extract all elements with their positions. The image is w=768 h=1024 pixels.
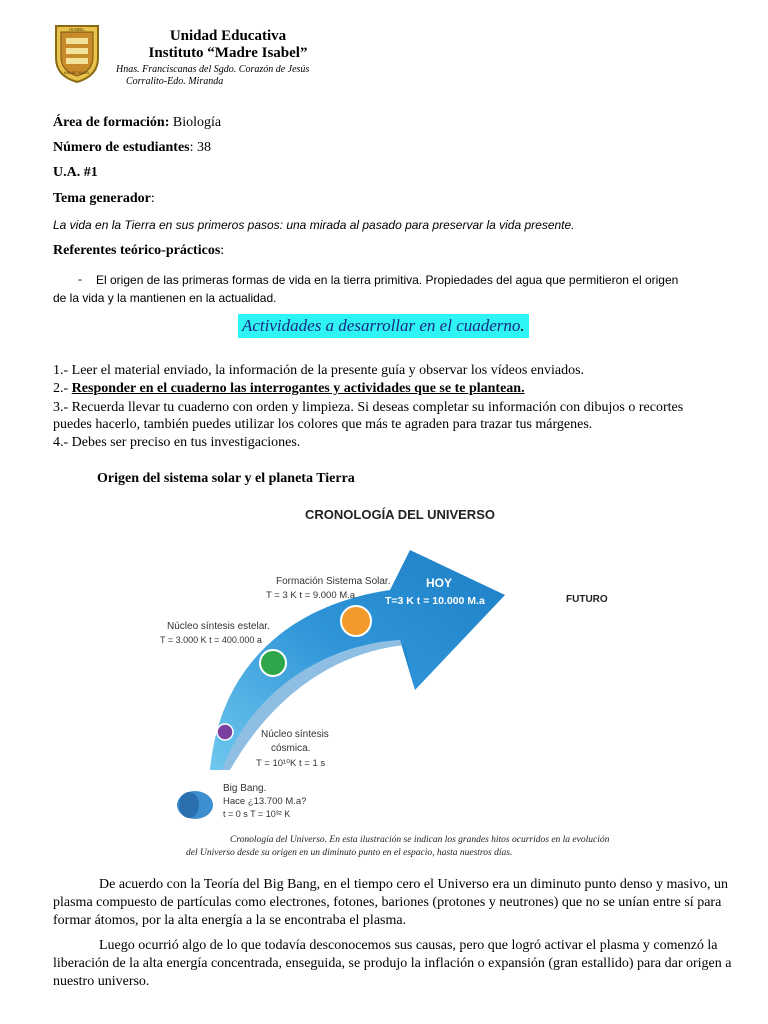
referentes-colon: : — [220, 243, 225, 258]
hoy-label: HOY — [426, 576, 453, 590]
nucleo-cosmica-label-2: cósmica. — [271, 743, 311, 754]
activity-1: 1.- Leer el material enviado, la información de la presente guía y observar los vídeos enviados. — [53, 363, 585, 378]
nucleo-estelar-values: T = 3.000 K t = 400.000 a — [160, 635, 262, 645]
stellar-synthesis-dot — [260, 650, 286, 676]
figure-caption-1: Cronología del Universo. En esta ilustración se indican los grandes hitos ocurridos en la evolución — [230, 835, 610, 845]
universe-timeline-figure — [160, 495, 660, 865]
students-value: : 38 — [189, 140, 212, 155]
activity-3-line-2: puedes hacerlo, también puedes utilizar los colores que más te agraden para trazar tus márgenes. — [53, 417, 593, 432]
paragraph-2-line-3: nuestro universo. — [53, 974, 150, 989]
students-field — [53, 139, 211, 156]
area-field — [53, 114, 221, 131]
referentes-line-1: El origen de las primeras formas de vida en la tierra primitiva. Propiedades del agua que permitieron el origen — [96, 273, 679, 287]
activity-2 — [53, 380, 525, 397]
activity-2-text: Responder en el cuaderno las interrogantes y actividades que se te plantean. — [71, 381, 525, 396]
futuro-label: FUTURO — [566, 594, 608, 605]
hoy-values: T=3 K t = 10.000 M.a — [385, 595, 485, 607]
logo-top-text: ISABEL — [69, 27, 85, 32]
paragraph-2-line-2: liberación de la alta energía concentrada, enseguida, se produjo la inflación o expansión (gran estallido) para dar origen a — [53, 956, 732, 971]
activity-3-line-1: 3.- Recuerda llevar tu cuaderno con orden y limpieza. Si deseas completar su información con dibujos o recortes — [53, 400, 684, 415]
nucleo-estelar-label: Núcleo síntesis estelar. — [167, 621, 270, 632]
formacion-values: T = 3 K t = 9.000 M.a — [266, 590, 356, 601]
figure-caption-2: del Universo desde su origen en un diminuto punto en el espacio, hasta nuestros días. — [186, 848, 513, 858]
paragraph-1-line-2: plasma compuesto de partículas como electrones, fotones, bariones (protones y neutrones) que no se unían entre sí para — [53, 895, 722, 910]
congregation-line: Hnas. Franciscanas del Sgdo. Corazón de Jesús — [116, 64, 310, 75]
activities-title-dot: . — [520, 316, 525, 335]
cosmic-synthesis-dot — [217, 724, 233, 740]
tema-text: La vida en la Tierra en sus primeros pasos: una mirada al pasado para preservar la vida presente. — [53, 218, 575, 232]
school-line-1: Unidad Educativa — [169, 28, 287, 44]
paragraph-1-line-1: De acuerdo con la Teoría del Big Bang, en el tiempo cero el Universo era un diminuto punto denso y masivo, un — [99, 877, 728, 892]
area-value: Biología — [169, 115, 222, 130]
ua-field — [53, 164, 98, 181]
ua-label: U.A. #1 — [53, 165, 98, 180]
logo-bottom-text: MADRE ISABEL — [63, 71, 91, 75]
school-line-2: Instituto “Madre Isabel” — [148, 45, 308, 61]
section-title: Origen del sistema solar y el planeta Tierra — [97, 471, 355, 486]
bigbang-label-2: Hace ¿13.700 M.a? — [223, 796, 307, 807]
school-name-block — [120, 28, 336, 62]
nucleo-cosmica-values: T = 10¹⁰K t = 1 s — [256, 758, 326, 769]
referentes-line-2: de la vida y la mantienen en la actualidad. — [53, 291, 277, 305]
figure-title: CRONOLOGÍA DEL UNIVERSO — [305, 507, 495, 522]
referentes-label: Referentes teórico-prácticos — [53, 243, 221, 258]
tema-field — [53, 190, 155, 207]
school-crest-logo — [52, 22, 102, 84]
tema-colon: : — [150, 191, 155, 206]
solar-system-dot — [341, 606, 371, 636]
referentes-field — [53, 242, 224, 259]
students-label: Número de estudiantes — [53, 140, 190, 155]
activities-title: Actividades a desarrollar en el cuaderno — [242, 316, 521, 335]
referentes-bullet: - — [78, 272, 82, 286]
activities-heading — [238, 314, 529, 338]
nucleo-cosmica-label-1: Núcleo síntesis — [261, 729, 329, 740]
bigbang-label-1: Big Bang. — [223, 783, 267, 794]
location-line: Corralito-Edo. Miranda — [126, 76, 224, 87]
paragraph-1-line-3: formar átomos, por la alta energía a la se encontraba el plasma. — [53, 913, 407, 928]
tema-label: Tema generador — [53, 191, 151, 206]
formacion-label: Formación Sistema Solar. — [276, 576, 391, 587]
activity-4: 4.- Debes ser preciso en tus investigaciones. — [53, 435, 301, 450]
bigbang-label-3: t = 0 s T = 10³² K — [223, 809, 291, 819]
activity-2-number: 2.- — [53, 381, 72, 396]
area-label: Área de formación: — [53, 115, 170, 130]
paragraph-2-line-1: Luego ocurrió algo de lo que todavía desconocemos sus causas, pero que logró activar el plasma y comenzó la — [99, 938, 718, 953]
